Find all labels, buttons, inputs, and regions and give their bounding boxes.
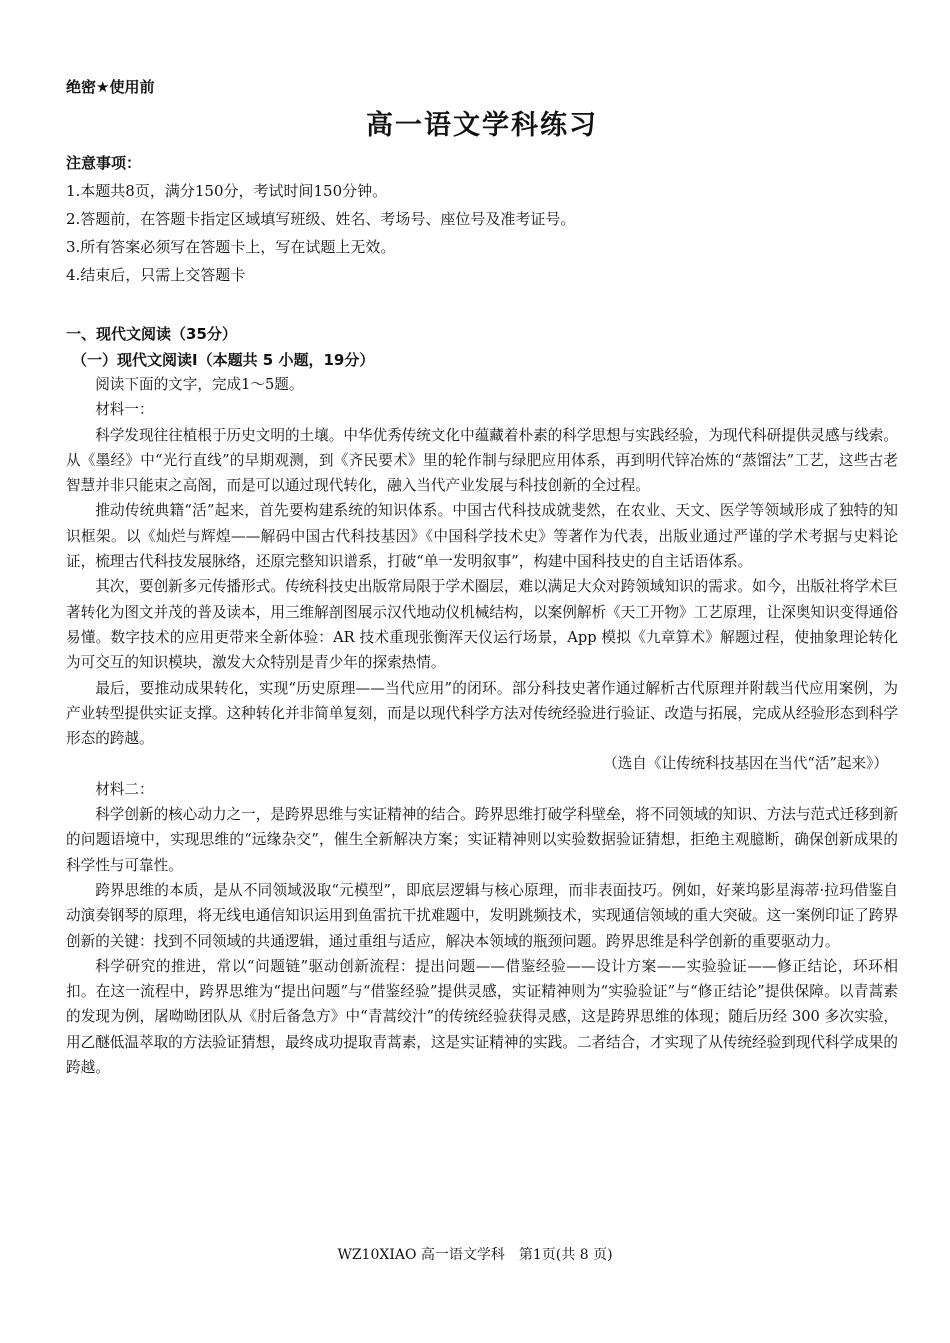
note-item: 3.所有答案必须写在答题卡上，写在试题上无效。 <box>66 238 396 256</box>
note-item: 1.本题共8页，满分150分，考试时间150分钟。 <box>66 182 388 200</box>
confidential-label: 绝密★使用前 <box>66 78 155 96</box>
material1-source: （选自《让传统科技基因在当代“活”起来》） <box>603 755 888 773</box>
note-item: 4.结束后，只需上交答题卡 <box>66 266 246 284</box>
material1-paragraph: 其次，要创新多元传播形式。传统科技史出版常局限于学术圈层，难以满足大众对跨领域知识的需求。如今，出版社将学术巨著转化为图文并茂的普及读本，用三维解剖图展示汉代地动仪机械结构，以案例解析《天工开物》工艺原理，让深奥知识变得通俗易懂。数字技术的应用更带来全新体验：AR 技术重现张衡浑天仪运行场景，App 模拟《九章算术》解题过程，使抽象理论转化为可交互的知识模块，激发大众特别是青少年的探索热情。 <box>66 578 898 672</box>
material1-paragraph: 推动传统典籍“活”起来，首先要构建系统的知识体系。中国古代科技成就斐然，在农业、天文、医学等领域形成了独特的知识框架。以《灿烂与辉煌——解码中国古代科技基因》《中国科学技术史》等著作为代表，出版业通过严谨的学术考据与史料论证，梳理古代科技发展脉络，还原完整知识谱系，打破“单一发明叙事”，构建中国科技史的自主话语体系。 <box>66 502 898 571</box>
reading-instruction: 阅读下面的文字，完成1～5题。 <box>95 376 304 393</box>
page-title: 高一语文学科练习 <box>366 110 598 141</box>
material2-paragraph: 科学创新的核心动力之一，是跨界思维与实证精神的结合。跨界思维打破学科壁垒，将不同领域的知识、方法与范式迁移到新的问题语境中，实现思维的“远缘杂交”，催生全新解决方案；实证精神则以实验数据验证猜想，拒绝主观臆断，确保创新成果的科学性与可靠性。 <box>66 806 898 874</box>
material2-label: 材料二： <box>95 780 154 798</box>
notes-heading: 注意事项： <box>66 154 142 172</box>
notes-block <box>66 152 898 289</box>
material1-label: 材料一： <box>95 401 154 419</box>
material1-paragraph: 科学发现往往植根于历史文明的土壤。中华优秀传统文化中蕴藏着朴素的科学思想与实践经验，为现代科研提供灵感与线索。从《墨经》中“光行直线”的早期观测，到《齐民要术》里的轮作制与绿肥应用体系，再到明代锌冶炼的“蒸馏法”工艺，这些古老智慧并非只能束之高阁，而是可以通过现代转化，融入当代产业发展与科技创新的全过程。 <box>66 426 898 495</box>
subsection-heading: （一）现代文阅读Ⅰ（本题共 5 小题，19分） <box>72 351 375 369</box>
material2-paragraph: 跨界思维的本质，是从不同领域汲取“元模型”，即底层逻辑与核心原理，而非表面技巧。例如，好莱坞影星海蒂·拉玛借鉴自动演奏钢琴的原理，将无线电通信知识运用到鱼雷抗干扰难题中，发明跳频技术，实现通信领域的重大突破。这一案例印证了跨界创新的关键：找到不同领域的共通逻辑，通过重组与适应，解决本领域的瓶颈问题。跨界思维是科学创新的重要驱动力。 <box>66 881 898 950</box>
note-item: 2.答题前，在答题卡指定区域填写班级、姓名、考场号、座位号及准考证号。 <box>66 210 576 228</box>
material1-paragraph: 最后，要推动成果转化，实现“历史原理——当代应用”的闭环。部分科技史著作通过解析古代原理并附载当代应用案例，为产业转型提供实证支撑。这种转化并非简单复刻，而是以现代科学方法对传统经验进行验证、改造与拓展，完成从经验形态到科学形态的跨越。 <box>66 679 898 748</box>
exam-page <box>66 76 898 1080</box>
section-heading: 一、现代文阅读（35分） <box>66 325 237 343</box>
page-footer: WZ10XIAO 高一语文学科 第1页(共 8 页) <box>337 1247 613 1263</box>
material2-paragraph: 科学研究的推进，常以“问题链”驱动创新流程：提出问题——借鉴经验——设计方案——实验验证——修正结论，环环相扣。在这一流程中，跨界思维为“提出问题”与“借鉴经验”提供灵感，实证精神则为“实验验证”与“修正结论”提供保障。以青蒿素的发现为例，屠呦呦团队从《肘后备急方》中“青蒿绞汁”的传统经验获得灵感，这是跨界思维的体现；随后历经 300 多次实验，用乙醚低温萃取的方法验证猜想，最终成功提取青蒿素，这是实证精神的实践。二者结合，才实现了从传统经验到现代科学成果的跨越。 <box>66 957 898 1077</box>
